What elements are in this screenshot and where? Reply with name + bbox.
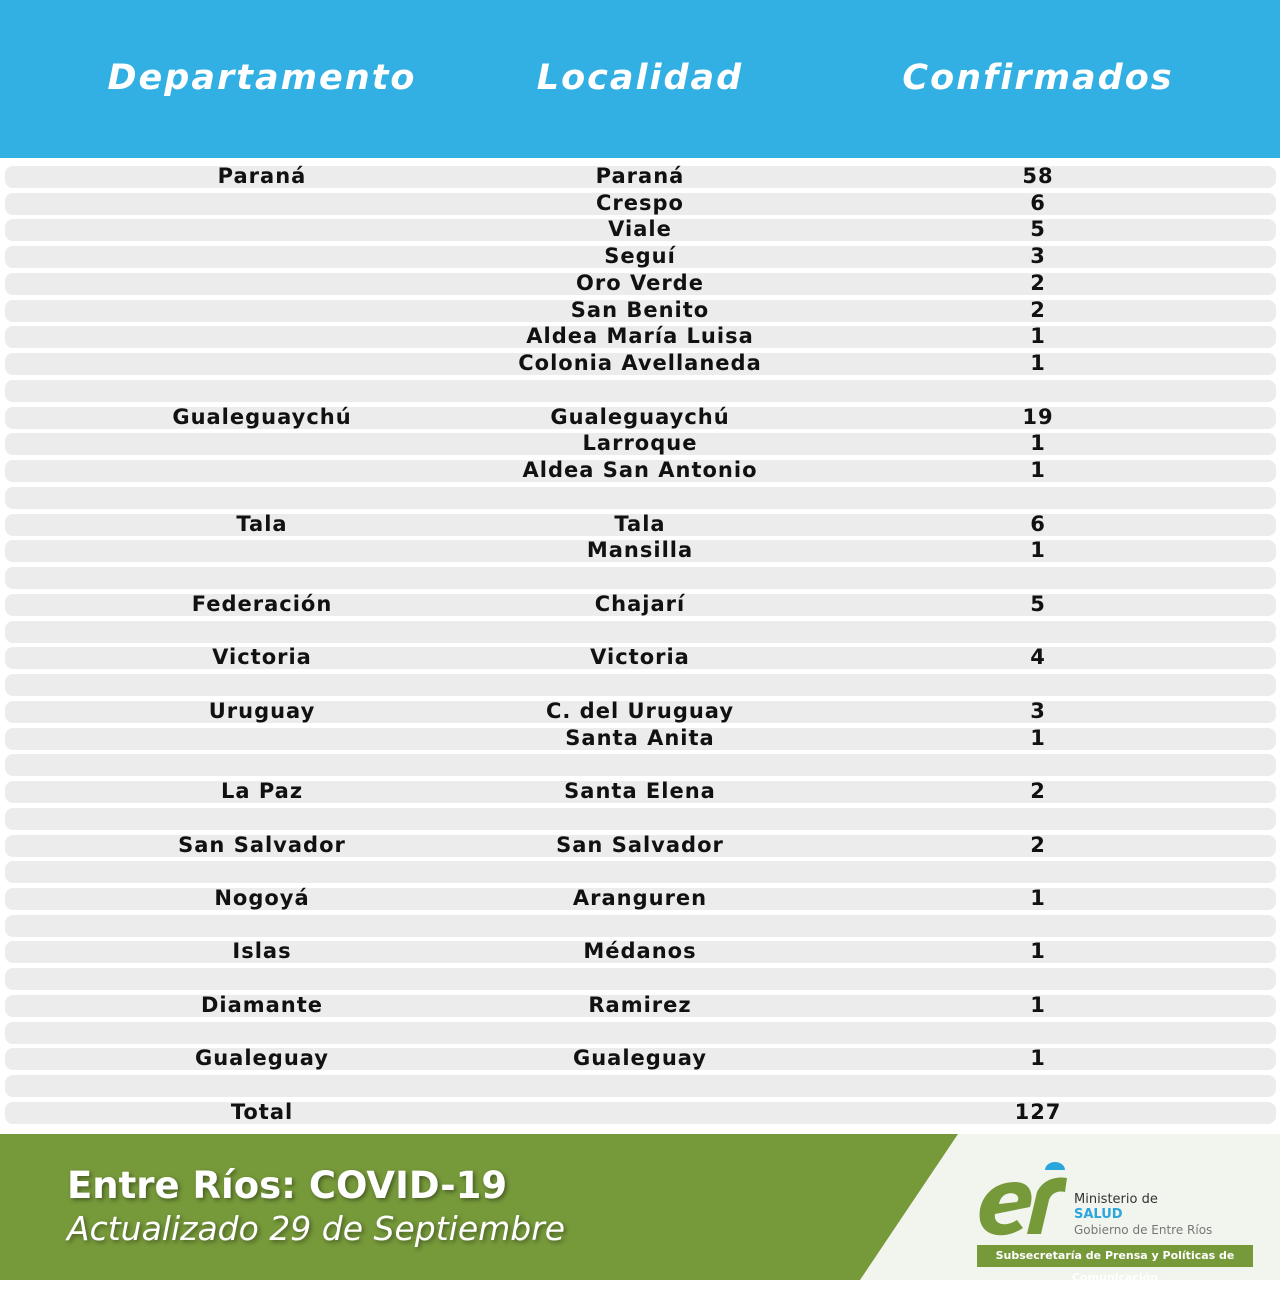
cell-confirmados: 19	[1022, 404, 1054, 429]
cell-confirmados: 2	[1030, 832, 1046, 857]
table-row	[5, 754, 1276, 776]
cell-confirmados: 58	[1022, 164, 1054, 188]
table-row	[5, 808, 1276, 830]
table-row	[5, 404, 1276, 429]
cell-departamento: Victoria	[212, 645, 312, 670]
cell-localidad: Larroque	[582, 431, 698, 456]
cell-confirmados: 5	[1030, 217, 1046, 242]
footer-subtitle: Actualizado 29 de Septiembre	[67, 1209, 566, 1248]
cell-departamento: La Paz	[220, 779, 304, 804]
cell-departamento: Paraná	[217, 164, 307, 188]
cell-localidad: Crespo	[596, 190, 684, 215]
table-row	[5, 567, 1276, 589]
cell-localidad: Aranguren	[572, 885, 708, 910]
cell-confirmados: 2	[1030, 779, 1046, 804]
table-row	[5, 246, 1276, 268]
cell-confirmados: 1	[1030, 1046, 1046, 1071]
cell-departamento: Tala	[236, 511, 288, 536]
cell-confirmados: 1	[1030, 324, 1046, 349]
cell-localidad: Aldea María Luisa	[526, 324, 754, 349]
cell-confirmados: 1	[1030, 725, 1046, 750]
cell-localidad: San Benito	[570, 297, 710, 322]
cell-localidad: Chajarí	[594, 591, 686, 616]
table-row	[5, 297, 1276, 322]
cell-localidad: Gualeguay	[573, 1046, 707, 1071]
cell-confirmados: 3	[1030, 698, 1046, 723]
subsecretaria-banner: Subsecretaría de Prensa y Políticas de Comunicación	[977, 1245, 1253, 1267]
table-row	[5, 1075, 1276, 1097]
cell-localidad: Viale	[608, 217, 672, 242]
cell-departamento: San Salvador	[178, 832, 346, 857]
cell-localidad: Seguí	[604, 244, 676, 269]
table-row	[5, 270, 1276, 295]
cell-confirmados: 1	[1030, 992, 1046, 1017]
cell-confirmados: 127	[1014, 1099, 1062, 1124]
footer-title: Entre Ríos: COVID-19	[67, 1164, 508, 1207]
cell-localidad: Aldea San Antonio	[522, 458, 758, 483]
cell-confirmados: 1	[1030, 538, 1046, 563]
cell-localidad: San Salvador	[556, 832, 724, 857]
table-row	[5, 1048, 1276, 1070]
table-row	[5, 832, 1276, 857]
table-row	[5, 433, 1276, 455]
cell-departamento: Islas	[232, 939, 292, 964]
table-row	[5, 591, 1276, 616]
table-row	[5, 540, 1276, 562]
cell-localidad: Santa Anita	[565, 725, 715, 750]
header-localidad: Localidad	[536, 58, 744, 98]
cell-confirmados: 1	[1030, 431, 1046, 456]
table-header	[0, 0, 1280, 158]
table-row	[5, 861, 1276, 883]
table-row	[5, 992, 1276, 1017]
cell-localidad: C. del Uruguay	[545, 698, 735, 723]
table-row	[5, 621, 1276, 643]
cell-confirmados: 2	[1030, 297, 1046, 322]
cell-localidad: Colonia Avellaneda	[518, 351, 762, 376]
cell-localidad: Oro Verde	[576, 270, 704, 295]
cell-departamento: Federación	[191, 591, 333, 616]
cell-departamento: Uruguay	[208, 698, 316, 723]
cell-localidad: Santa Elena	[564, 779, 716, 804]
table-row	[5, 647, 1276, 669]
table-row	[5, 326, 1276, 348]
cell-localidad: Tala	[614, 511, 666, 536]
cell-localidad: Médanos	[583, 939, 697, 964]
table-row	[5, 698, 1276, 723]
cell-confirmados: 6	[1030, 190, 1046, 215]
cell-confirmados: 1	[1030, 939, 1046, 964]
cell-confirmados: 4	[1030, 645, 1046, 670]
total-row	[5, 1099, 1276, 1124]
table-row	[5, 166, 1276, 188]
cell-confirmados: 2	[1030, 270, 1046, 295]
table-row	[5, 487, 1276, 509]
table-row	[5, 674, 1276, 696]
table-row	[5, 1022, 1276, 1044]
ministry-line2: SALUD	[1074, 1207, 1123, 1222]
cell-confirmados: 1	[1030, 885, 1046, 910]
table-row	[5, 915, 1276, 937]
cell-departamento: Gualeguay	[195, 1046, 329, 1071]
cell-confirmados: 3	[1030, 244, 1046, 269]
table-row	[5, 190, 1276, 215]
table-row	[5, 885, 1276, 910]
table-row	[5, 380, 1276, 402]
cell-confirmados: 1	[1030, 458, 1046, 483]
cell-departamento: Gualeguaychú	[172, 404, 352, 429]
table-row	[5, 725, 1276, 750]
er-logo-icon	[975, 1162, 1070, 1242]
cell-departamento: Total	[230, 1099, 294, 1124]
header-departamento: Departamento	[107, 58, 417, 98]
cell-departamento: Nogoyá	[214, 885, 310, 910]
table-row	[5, 219, 1276, 241]
table-row	[5, 781, 1276, 803]
header-confirmados: Confirmados	[902, 58, 1174, 98]
cell-localidad: Victoria	[590, 645, 690, 670]
cell-localidad: Mansilla	[586, 538, 694, 563]
footer	[0, 1134, 1280, 1284]
table-row	[5, 968, 1276, 990]
cell-confirmados: 5	[1030, 591, 1046, 616]
cell-confirmados: 6	[1030, 511, 1046, 536]
cell-departamento: Diamante	[200, 992, 324, 1017]
cell-localidad: Ramirez	[588, 992, 692, 1017]
cell-confirmados: 1	[1030, 351, 1046, 376]
table-row	[5, 511, 1276, 536]
ministry-line3: Gobierno de Entre Ríos	[1074, 1223, 1213, 1237]
cell-localidad: Paraná	[595, 164, 685, 188]
cell-localidad: Gualeguaychú	[550, 404, 730, 429]
table-row	[5, 460, 1276, 482]
table-row	[5, 941, 1276, 963]
table-row	[5, 353, 1276, 375]
ministry-line1: Ministerio de	[1074, 1192, 1158, 1207]
